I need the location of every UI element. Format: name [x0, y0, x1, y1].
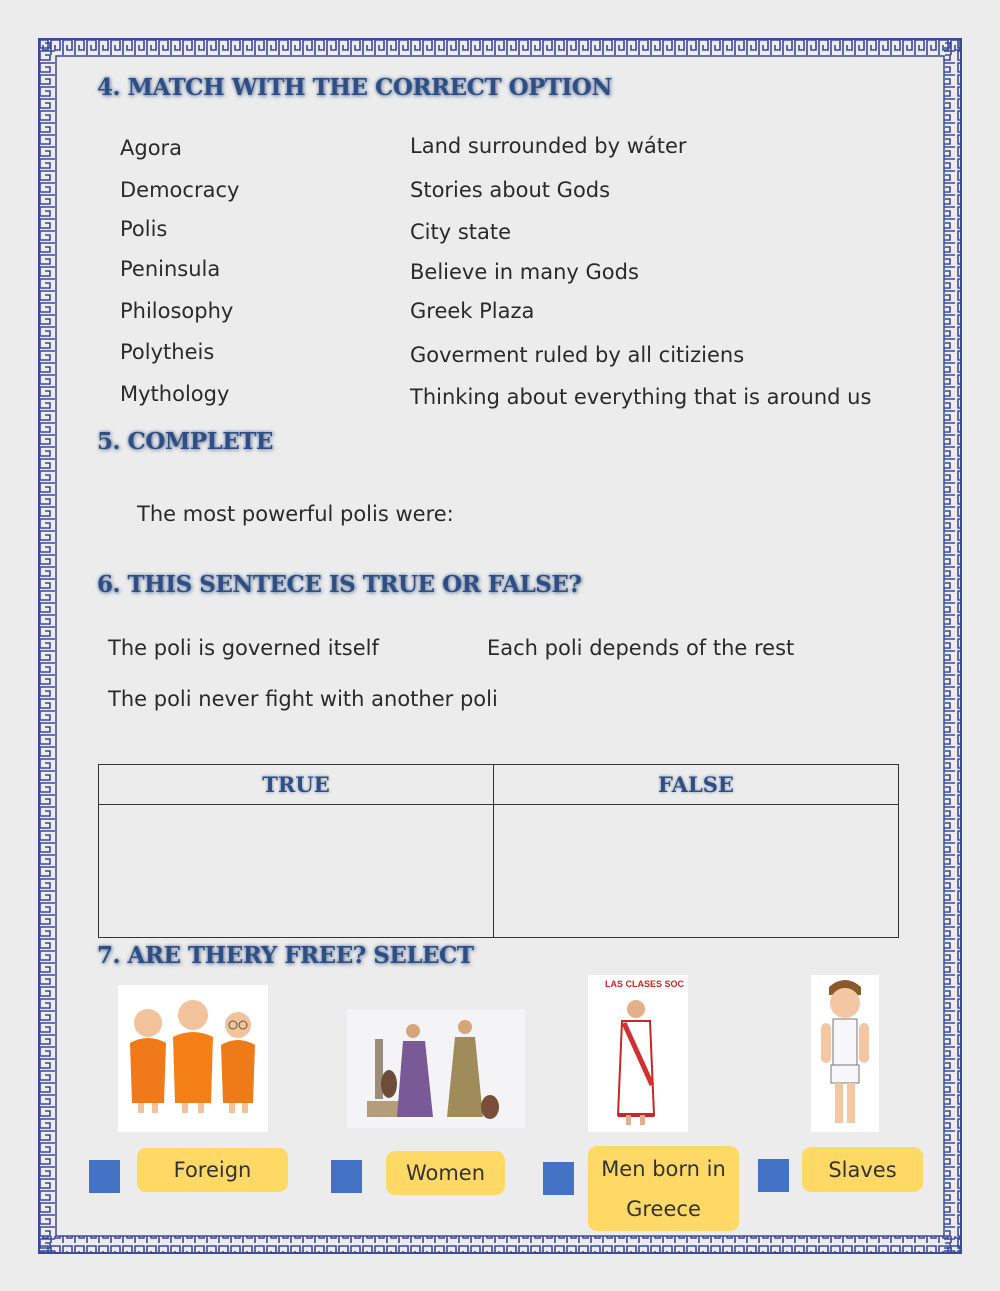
- term-democracy: Democracy: [120, 178, 240, 202]
- picture-caption: LAS CLASES SOC: [605, 979, 685, 989]
- term-agora: Agora: [120, 136, 183, 160]
- true-false-table: [98, 764, 899, 938]
- true-column-header: TRUE: [99, 765, 494, 805]
- women-illustration: [347, 1009, 525, 1128]
- false-drop-zone[interactable]: [494, 805, 899, 938]
- term-peninsula: Peninsula: [120, 257, 221, 281]
- slaves-checkbox[interactable]: [758, 1159, 789, 1192]
- term-mythology: Mythology: [120, 382, 230, 406]
- women-label[interactable]: Women: [386, 1151, 505, 1195]
- complete-prompt: The most powerful polis were:: [137, 502, 454, 526]
- slaves-label[interactable]: Slaves: [802, 1147, 923, 1192]
- definition-5: Greek Plaza: [410, 299, 535, 323]
- false-column-header: FALSE: [494, 765, 899, 805]
- definition-6: Goverment ruled by all citiziens: [410, 343, 745, 367]
- definition-1: Land surrounded by wáter: [410, 134, 687, 158]
- women-checkbox[interactable]: [331, 1160, 362, 1193]
- section-4-heading: 4. MATCH WITH THE CORRECT OPTION: [97, 74, 612, 101]
- true-drop-zone[interactable]: [99, 805, 494, 938]
- foreign-checkbox[interactable]: [89, 1160, 120, 1193]
- citizen-illustration: [588, 975, 688, 1132]
- definition-3: City state: [410, 220, 512, 244]
- statement-1[interactable]: The poli is governed itself: [108, 636, 379, 660]
- men-born-in-greece-label[interactable]: Men born in Greece: [588, 1146, 739, 1231]
- section-7-heading: 7. ARE THERY FREE? SELECT: [97, 942, 474, 969]
- statement-3[interactable]: The poli never fight with another poli: [108, 687, 498, 711]
- slave-illustration: [811, 975, 879, 1132]
- statement-2[interactable]: Each poli depends of the rest: [487, 636, 795, 660]
- men-born-in-greece-checkbox[interactable]: [543, 1162, 574, 1195]
- term-polis: Polis: [120, 217, 168, 241]
- definition-7: Thinking about everything that is around us: [410, 385, 872, 409]
- term-philosophy: Philosophy: [120, 299, 234, 323]
- section-6-heading: 6. THIS SENTECE IS TRUE OR FALSE?: [97, 571, 582, 598]
- term-polytheis: Polytheis: [120, 340, 215, 364]
- definition-4: Believe in many Gods: [410, 260, 639, 284]
- foreign-label[interactable]: Foreign: [137, 1148, 288, 1192]
- definition-2: Stories about Gods: [410, 178, 611, 202]
- section-5-heading: 5. COMPLETE: [97, 428, 273, 455]
- foreigners-illustration: [118, 985, 268, 1132]
